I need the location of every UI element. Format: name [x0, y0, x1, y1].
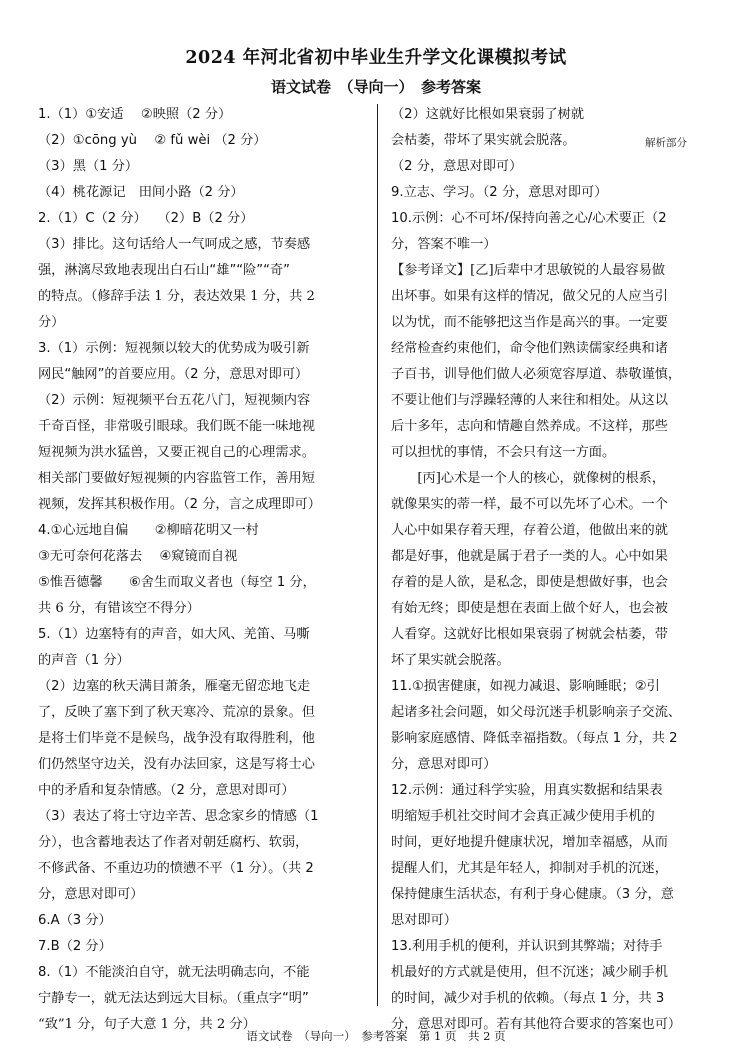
answer-line: 以为忧，而不能够把这当作是高兴的事。一定要	[391, 315, 668, 330]
answer-line: 中的矛盾和复杂情感。（2 分，意思对即可）	[38, 783, 295, 798]
answer-line: 们仍然坚守边关，没有办法回家，这是写将士心	[38, 757, 315, 772]
answer-line: （4）桃花源记 田间小路（2 分）	[38, 185, 244, 200]
answer-line: 分），也含蓄地表达了作者对朝廷腐朽、软弱，	[38, 835, 309, 850]
answer-line: （2）①cōng yù ② fǔ wèi （2 分）	[38, 133, 267, 148]
answer-line: 的时间，减少对手机的依赖。（每点 1 分，共 3	[391, 991, 665, 1006]
answer-line: 【参考译文】[乙]后辈中才思敏锐的人最容易做	[391, 263, 666, 278]
answer-line: 影响家庭感情、降低幸福指数。（每点 1 分，共 2	[391, 731, 678, 746]
answer-line: 分，答案不唯一）	[391, 237, 497, 252]
answer-line: 12.示例：通过科学实验，用真实数据和结果表	[391, 783, 663, 798]
answer-line: 11.①损害健康，如视力减退、影响睡眠；②引	[391, 679, 660, 694]
answer-line: 千奇百怪，非常吸引眼球。我们既不能一味地视	[38, 419, 315, 434]
answer-line: “致”1 分，句子大意 1 分，共 2 分）	[38, 1017, 256, 1032]
answer-line: 有始无终；即使是想在表面上做个好人，也会被	[391, 601, 668, 616]
answer-line: 10.示例：心不可坏/保持向善之心/心术要正（2	[391, 211, 667, 226]
answer-line: 分，意思对即可）	[391, 757, 497, 772]
answer-line: ③无可奈何花落去 ④窥镜而自视	[38, 549, 238, 564]
answer-line: 是将士们毕竟不是候鸟，战争没有取得胜利，他	[38, 731, 315, 746]
answer-line: 经常检查约束他们，命令他们熟读儒家经典和诸	[391, 341, 668, 356]
answer-line: （3）表达了将士守边辛苦、思念家乡的情感（1	[38, 809, 319, 824]
answer-line: 分，意思对即可）	[38, 887, 144, 902]
answer-line: 3.（1）示例：短视频以较大的优势成为吸引新	[38, 341, 310, 356]
answer-line: 8.（1）不能淡泊自守，就无法明确志向，不能	[38, 965, 310, 980]
answer-line: 子百书，训导他们做人必须宽容厚道、恭敬谨慎，	[391, 367, 682, 382]
answer-line: 的特点。（修辞手法 1 分，表达效果 1 分，共 2	[38, 289, 315, 304]
answer-line: 可以担忧的事情，不会只有这一方面。	[391, 445, 616, 460]
answer-line: 4.①心远地自偏 ②柳暗花明又一村	[38, 523, 259, 538]
answer-key-subtitle: 语文试卷 （导向一） 参考答案	[270, 78, 481, 96]
answer-line: 人心中如果存着天理，存着公道，他做出来的就	[391, 523, 668, 538]
answer-line: 会枯萎，带坏了果实就会脱落。	[391, 133, 576, 148]
answer-line: （2）边塞的秋天满目萧条，雁毫无留恋地飞走	[38, 679, 311, 694]
answer-line: （2 分，意思对即可）	[391, 159, 523, 174]
answer-line: 了，反映了塞下到了秋天寒冷、荒凉的景象。但	[38, 705, 315, 720]
answer-line: 1.（1）①安适 ②映照（2 分）	[38, 107, 232, 122]
left-column	[38, 102, 368, 1038]
page-footer: 语文试卷 （导向一） 参考答案 第 1 页 共 2 页	[246, 1029, 506, 1043]
answer-line: 保持健康生活状态，有利于身心健康。（3 分，意	[391, 887, 674, 902]
answer-line: 分，意思对即可。若有其他符合要求的答案也可）	[391, 1017, 682, 1032]
answer-line: 网民“触网”的首要应用。（2 分，意思对即可）	[38, 367, 309, 382]
answer-line: 坏了果实就会脱落。	[391, 653, 510, 668]
answer-line: 9.立志、学习。（2 分，意思对即可）	[391, 185, 608, 200]
answer-line: 明缩短手机社交时间才会真正减少使用手机的	[391, 809, 655, 824]
right-column	[391, 102, 721, 1038]
answer-line: 出坏事。如果有这样的情况，做父兄的人应当引	[391, 289, 668, 304]
answer-line: 5.（1）边塞特有的声音，如大风、羌笛、马嘶	[38, 627, 310, 642]
answer-line: 思对即可）	[391, 913, 457, 928]
answer-line: （3）排比。这句话给人一气呵成之感，节奏感	[38, 237, 311, 252]
answer-line: [丙]心术是一个人的核心，就像树的根系，	[391, 471, 666, 486]
answer-line: 不修武备、不重边功的愤懑不平（1 分）。（共 2	[38, 861, 314, 876]
answer-line: 强，淋漓尽致地表现出白石山“雄”“险”“奇”	[38, 263, 290, 278]
answer-line: 提醒人们，尤其是年轻人，抑制对手机的沉迷，	[391, 861, 668, 876]
answer-line: 6.A（3 分）	[38, 913, 112, 928]
answer-line: 存着的是人欲，是私念，即使是想做好事，也会	[391, 575, 668, 590]
answer-line: （3）黑（1 分）	[38, 159, 139, 174]
answer-line: 共 6 分，有错该空不得分）	[38, 601, 200, 616]
answer-line: 都是好事，他就是属于君子一类的人。心中如果	[391, 549, 668, 564]
answer-line: 后十多年，志向和情趣自然养成。不这样，那些	[391, 419, 668, 434]
margin-note: 解析部分	[645, 137, 687, 149]
answer-line: （2）示例：短视频平台五花八门，短视频内容	[38, 393, 311, 408]
answer-line: 时间，更好地提升健康状况，增加幸福感，从而	[391, 835, 668, 850]
answer-line: 宁静专一，就无法达到远大目标。（重点字“明”	[38, 991, 309, 1006]
answer-line: 13.利用手机的便利，并认识到其弊端；对待手	[391, 939, 663, 954]
answer-line: 视频，发挥其积极作用。（2 分，言之成理即可）	[38, 497, 321, 512]
answer-line: ⑤惟吾德馨 ⑥舍生而取义者也（每空 1 分，	[38, 575, 316, 590]
answer-line: 起诸多社会问题，如父母沉迷手机影响亲子交流、	[391, 705, 682, 720]
exam-title: 2024 年河北省初中毕业生升学文化课模拟考试	[185, 48, 567, 68]
answer-line: 人看穿。这就好比根如果衰弱了树就会枯萎，带	[391, 627, 668, 642]
answer-line: 不要让他们与浮躁轻薄的人来往和相处。从这以	[391, 393, 668, 408]
answer-line: 短视频为洪水猛兽，又要正视自己的心理需求。	[38, 445, 315, 460]
answer-line: 7.B（2 分）	[38, 939, 112, 954]
answer-line: 机最好的方式就是使用，但不沉迷；减少刷手机	[391, 965, 668, 980]
answer-line: 分）	[38, 315, 65, 330]
answer-line: （2）这就好比根如果衰弱了树就	[391, 107, 585, 122]
answer-line: 相关部门要做好短视频的内容监管工作，善用短	[38, 471, 315, 486]
column-divider	[377, 104, 378, 1006]
answer-line: 就像果实的蒂一样，最不可以先坏了心术。一个	[391, 497, 668, 512]
answer-line: 2.（1）C（2 分） （2）B（2 分）	[38, 211, 254, 226]
answer-line: 的声音（1 分）	[38, 653, 130, 668]
